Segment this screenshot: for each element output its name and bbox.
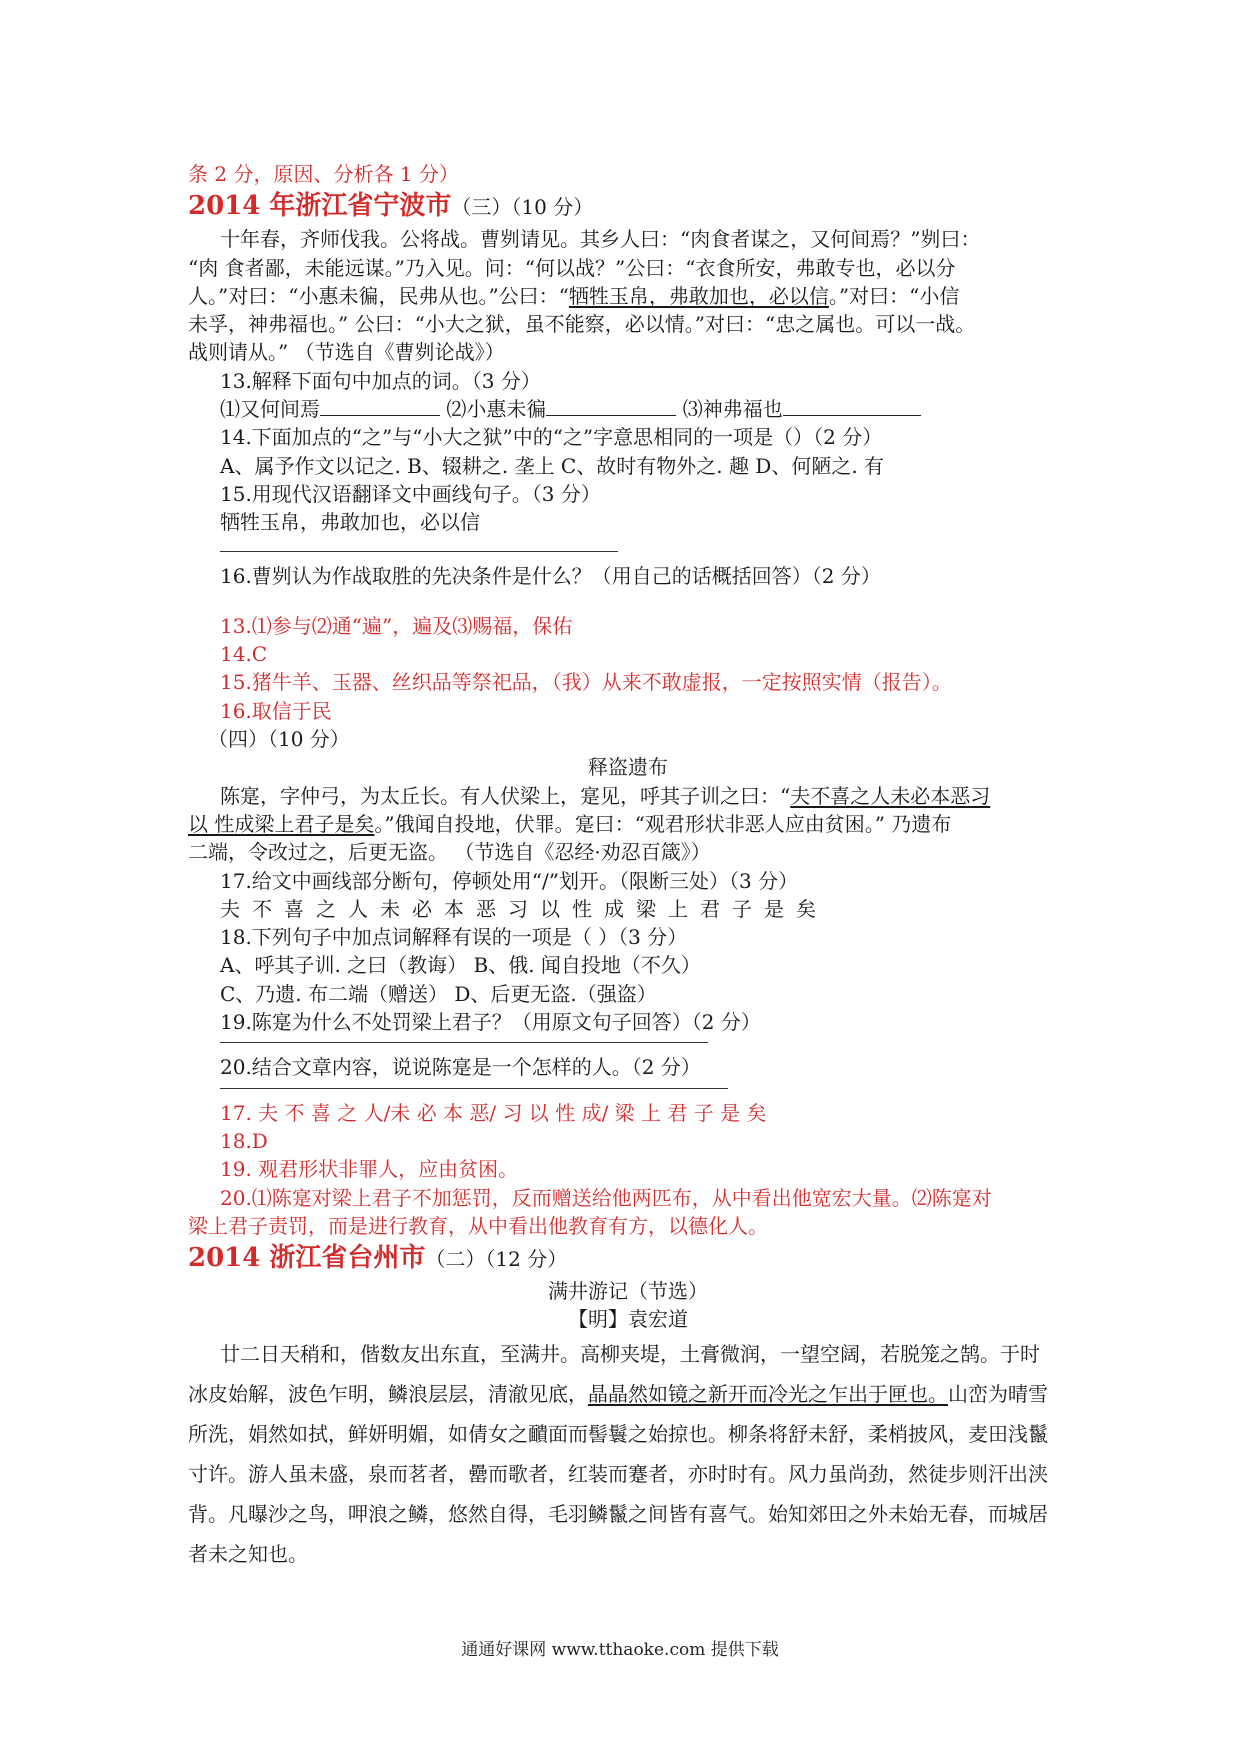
passage-line: 背。凡曝沙之鸟，呷浪之鳞，悠然自得，毛羽鳞鬣之间皆有喜气。始知郊田之外未始无春，而城居: [188, 1501, 1048, 1526]
answer-20-line1: 20.⑴陈寔对梁上君子不加惩罚，反而赠送给他两匹布，从中看出他宽宏大量。⑵陈寔对: [220, 1185, 992, 1210]
section-heading-taizhou: [188, 1240, 1068, 1277]
section-heading-ningbo: [188, 188, 1068, 225]
question-15-sentence: 牺牲玉帛，弗敢加也，必以信: [220, 510, 480, 535]
passage-line: 未孚，神弗福也。” 公曰：“小大之狱，虽不能察，必以情。”对曰：“忠之属也。可以一战。: [188, 312, 976, 337]
section-heading-sub: （二）（12 分）: [425, 1247, 568, 1272]
section-heading-sub: （三）（10 分）: [451, 195, 594, 220]
question-14: 14.下面加点的“之”与“小大之狱”中的“之”字意思相同的一项是（）（2 分）: [220, 425, 883, 450]
section-heading-main: 2014 浙江省台州市: [188, 1243, 426, 1274]
answer-19: 19. 观君形状非罪人，应由贫困。: [220, 1157, 519, 1182]
q13-item-b: ⑵小惠未徧: [446, 397, 547, 422]
answer-13: 13.⑴参与⑵通“遍”，遍及⑶赐福，保佑: [220, 613, 573, 638]
answer-15: 15.猪牛羊、玉器、丝织品等祭祀品，（我）从来不敢虚报，一定按照实情（报告）。: [220, 670, 952, 695]
question-17: 17.给文中画线部分断句，停顿处用“/”划开。（限断三处）（3 分）: [220, 868, 799, 893]
section-heading-main: 2014 年浙江省宁波市: [188, 191, 452, 222]
answer-blank[interactable]: [546, 397, 676, 416]
answer-14: 14.C: [220, 642, 268, 667]
passage-line: “肉 食者鄙，未能远谋。”乃入见。问：“何以战？”公曰：“衣食所安，弗敢专也，必以分: [188, 255, 956, 280]
answer-note: 条 2 分，原因、分析各 1 分）: [188, 162, 459, 186]
q13-item-a: ⑴又何间焉: [220, 397, 320, 422]
passage-title: 满井游记（节选）: [548, 1279, 708, 1304]
passage-line: 十年春，齐师伐我。公将战。曹刿请见。其乡人曰：“肉食者谋之，又何间焉？”刿曰：: [220, 227, 981, 252]
passage-line: 所洗，娟然如拭，鲜妍明媚，如倩女之靧面而髻鬟之始掠也。柳条将舒未舒，柔梢披风，麦田浅鬣: [188, 1421, 1048, 1446]
q13-item-c: ⑶神弗福也: [682, 397, 783, 422]
question-16: 16.曹刿认为作战取胜的先决条件是什么？（用自己的话概括回答）（2 分）: [220, 563, 881, 588]
page-footer: 通通好课网 www.tthaoke.com 提供下载: [461, 1640, 779, 1660]
answer-blank[interactable]: [783, 397, 921, 416]
answer-blank[interactable]: [320, 397, 440, 416]
underlined-sentence: 牺牲玉帛，弗敢加也，必以信: [568, 283, 829, 308]
question-13-items: [188, 395, 1068, 423]
underlined-sentence: 晶晶然如镜之新开而冷光之乍出于匣也。: [588, 1381, 948, 1406]
passage-line: 廿二日天稍和，偕数友出东直，至满井。高柳夹堤，土膏微润，一望空阔，若脱笼之鹄。于时: [220, 1341, 1040, 1366]
passage-line: 陈寔，字仲弓，为太丘长。有人伏梁上，寔见，呼其子训之曰：“夫不喜之人未必本恶习: [220, 783, 991, 808]
answer-line[interactable]: [220, 1088, 728, 1089]
document-page: [188, 160, 1068, 1574]
passage-line: 寸许。游人虽未盛，泉而茗者，罍而歌者，红装而蹇者，亦时时有。风力虽尚劲，然徒步则汗出浃: [188, 1461, 1048, 1486]
question-14-options: A、属予作文以记之. B、辍耕之. 垄上 C、故时有物外之. 趣 D、何陋之. 有: [220, 453, 885, 478]
passage-line: 人。”对曰：“小惠未徧，民弗从也。”公曰：“牺牲玉帛，弗敢加也，必以信。”对曰：“小信: [188, 283, 960, 308]
question-13: 13.解释下面句中加点的词。（3 分）: [220, 368, 541, 393]
answer-18: 18.D: [220, 1128, 268, 1153]
question-18-options-cd: C、乃遗. 布二端（赠送） D、后更无盗.（强盗）: [220, 981, 657, 1006]
section-4-heading: （四）（10 分）: [208, 727, 350, 752]
answer-20-line2: 梁上君子责罚，而是进行教育，从中看出他教育有方，以德化人。: [188, 1213, 768, 1238]
answer-line[interactable]: [220, 551, 618, 552]
answer-17: 17. 夫 不 喜 之 人/未 必 本 恶/ 习 以 性 成/ 梁 上 君 子 是 矣: [220, 1100, 767, 1125]
answer-16: 16.取信于民: [220, 698, 332, 723]
underlined-sentence: 以 性成梁上君子是矣: [188, 811, 375, 836]
question-18: 18.下列句子中加点词解释有误的一项是（ ）（3 分）: [220, 925, 688, 950]
question-15: 15.用现代汉语翻译文中画线句子。（3 分）: [220, 481, 601, 506]
passage-line: 以 性成梁上君子是矣。”俄闻自投地，伏罪。寔曰：“观君形状非恶人应由贫困。” 乃遗布: [188, 811, 952, 836]
underlined-sentence: 夫不喜之人未必本恶习: [790, 783, 991, 808]
passage-line: 二端，令改过之，后更无盗。 （节选自《忍经·劝忍百箴》）: [188, 840, 711, 865]
passage-line: 战则请从。” （节选自《曹刿论战》）: [188, 340, 505, 365]
question-19: 19.陈寔为什么不处罚梁上君子？（用原文句子回答）（2 分）: [220, 1010, 761, 1035]
question-20: 20.结合文章内容，说说陈寔是一个怎样的人。（2 分）: [220, 1055, 701, 1080]
passage-line: 者未之知也。: [188, 1541, 308, 1566]
answer-line[interactable]: [220, 1042, 708, 1043]
question-18-options-ab: A、呼其子训. 之曰（教诲） B、俄. 闻自投地（不久）: [220, 953, 701, 978]
passage-title: 释盗遗布: [588, 755, 668, 780]
passage-line: 冰皮始解，波色乍明，鳞浪层层，清澈见底，晶晶然如镜之新开而冷光之乍出于匣也。山峦为晴雪: [188, 1381, 1048, 1406]
passage-author: 【明】袁宏道: [568, 1307, 688, 1332]
question-17-sentence: 夫不喜之人未必本恶习以性成梁上君子是矣: [220, 896, 828, 921]
